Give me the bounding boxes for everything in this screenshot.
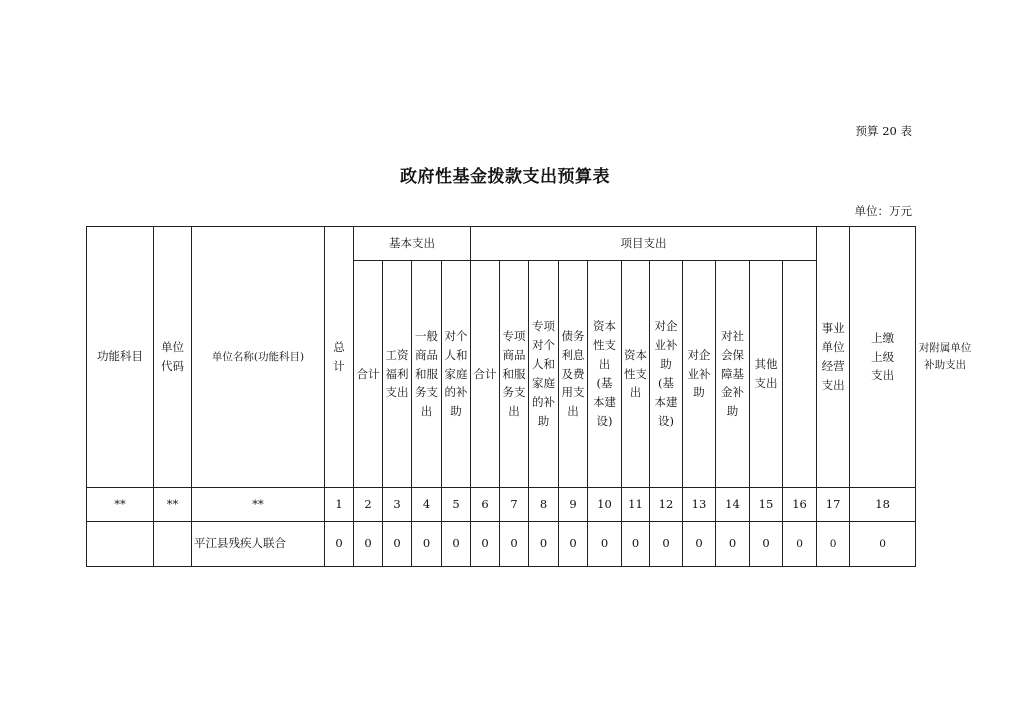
cell-value: 0 — [354, 522, 383, 567]
col-total: 总计 — [325, 227, 354, 488]
col-project-capital: 资本性支出 — [622, 261, 650, 488]
index-cell: 10 — [588, 488, 622, 522]
header-row-group: 功能科目 单位代码 单位名称(功能科目) 总计 基本支出 项目支出 事业单位经营支出 上缴上级支出 对附属单位补助支出 — [87, 227, 916, 261]
cell-value: 0 — [412, 522, 442, 567]
cell-value: 0 — [683, 522, 716, 567]
col-func-subject: 功能科目 — [87, 227, 154, 488]
group-project: 项目支出 — [471, 227, 817, 261]
index-cell: 9 — [559, 488, 588, 522]
group-basic: 基本支出 — [354, 227, 471, 261]
index-cell: 11 — [622, 488, 650, 522]
col-project-goods: 专项商品和服务支出 — [500, 261, 529, 488]
cell-unit-code — [154, 522, 192, 567]
index-cell: 2 — [354, 488, 383, 522]
col-project-capital-build: 资本性支出(基本建设) — [588, 261, 622, 488]
col-project-personal: 专项对个人和家庭的补助 — [529, 261, 559, 488]
col-basic-personal: 对个人和家庭的补助 — [442, 261, 471, 488]
index-cell: 17 — [817, 488, 850, 522]
cell-value: 0 — [750, 522, 783, 567]
cell-value: 0 — [559, 522, 588, 567]
index-cell: 16 — [783, 488, 817, 522]
col-basic-wage: 工资福利支出 — [383, 261, 412, 488]
form-number: 预算 20 表 — [855, 124, 912, 138]
budget-table — [86, 226, 972, 567]
table-row — [87, 522, 916, 567]
col-remit: 上缴上级支出 — [850, 227, 916, 488]
cell-value: 0 — [716, 522, 750, 567]
col-project-sum: 合计 — [471, 261, 500, 488]
cell-value: 0 — [529, 522, 559, 567]
cell-value: 0 — [383, 522, 412, 567]
cell-value: 0 — [442, 522, 471, 567]
index-cell: 6 — [471, 488, 500, 522]
cell-func-subject — [87, 522, 154, 567]
index-cell: 15 — [750, 488, 783, 522]
cell-value: 0 — [650, 522, 683, 567]
col-basic-goods: 一般商品和服务支出 — [412, 261, 442, 488]
index-cell: 5 — [442, 488, 471, 522]
page-title: 政府性基金拨款支出预算表 — [400, 167, 610, 187]
col-project-other: 其他支出 — [750, 261, 783, 488]
index-cell: 7 — [500, 488, 529, 522]
index-cell: 12 — [650, 488, 683, 522]
index-cell: 4 — [412, 488, 442, 522]
index-cell: 8 — [529, 488, 559, 522]
index-cell: ** — [87, 488, 154, 522]
cell-value: 0 — [850, 522, 916, 567]
cell-value: 0 — [471, 522, 500, 567]
col-project-debt: 债务利息及费用支出 — [559, 261, 588, 488]
cell-value: 0 — [817, 522, 850, 567]
index-cell: 18 — [850, 488, 916, 522]
col-business: 事业单位经营支出 — [817, 227, 850, 488]
col-project-social: 对社会保障基金补助 — [716, 261, 750, 488]
unit-label: 单位：万元 — [854, 204, 912, 218]
cell-value: 0 — [500, 522, 529, 567]
cell-value: 0 — [622, 522, 650, 567]
col-project-enterprise-build: 对企业补助(基本建设) — [650, 261, 683, 488]
cell-value: 0 — [783, 522, 817, 567]
cell-unit-name: 平江县残疾人联合 — [192, 522, 325, 567]
col-basic-sum: 合计 — [354, 261, 383, 488]
index-cell: 3 — [383, 488, 412, 522]
cell-value: 0 — [588, 522, 622, 567]
cell-value: 0 — [325, 522, 354, 567]
index-cell: 1 — [325, 488, 354, 522]
index-cell: 14 — [716, 488, 750, 522]
index-cell: 13 — [683, 488, 716, 522]
col-project-enterprise: 对企业补助 — [683, 261, 716, 488]
col-unit-code: 单位代码 — [154, 227, 192, 488]
index-row — [87, 488, 916, 522]
index-cell: ** — [154, 488, 192, 522]
index-cell: ** — [192, 488, 325, 522]
col-unit-name: 单位名称(功能科目) — [192, 227, 325, 488]
